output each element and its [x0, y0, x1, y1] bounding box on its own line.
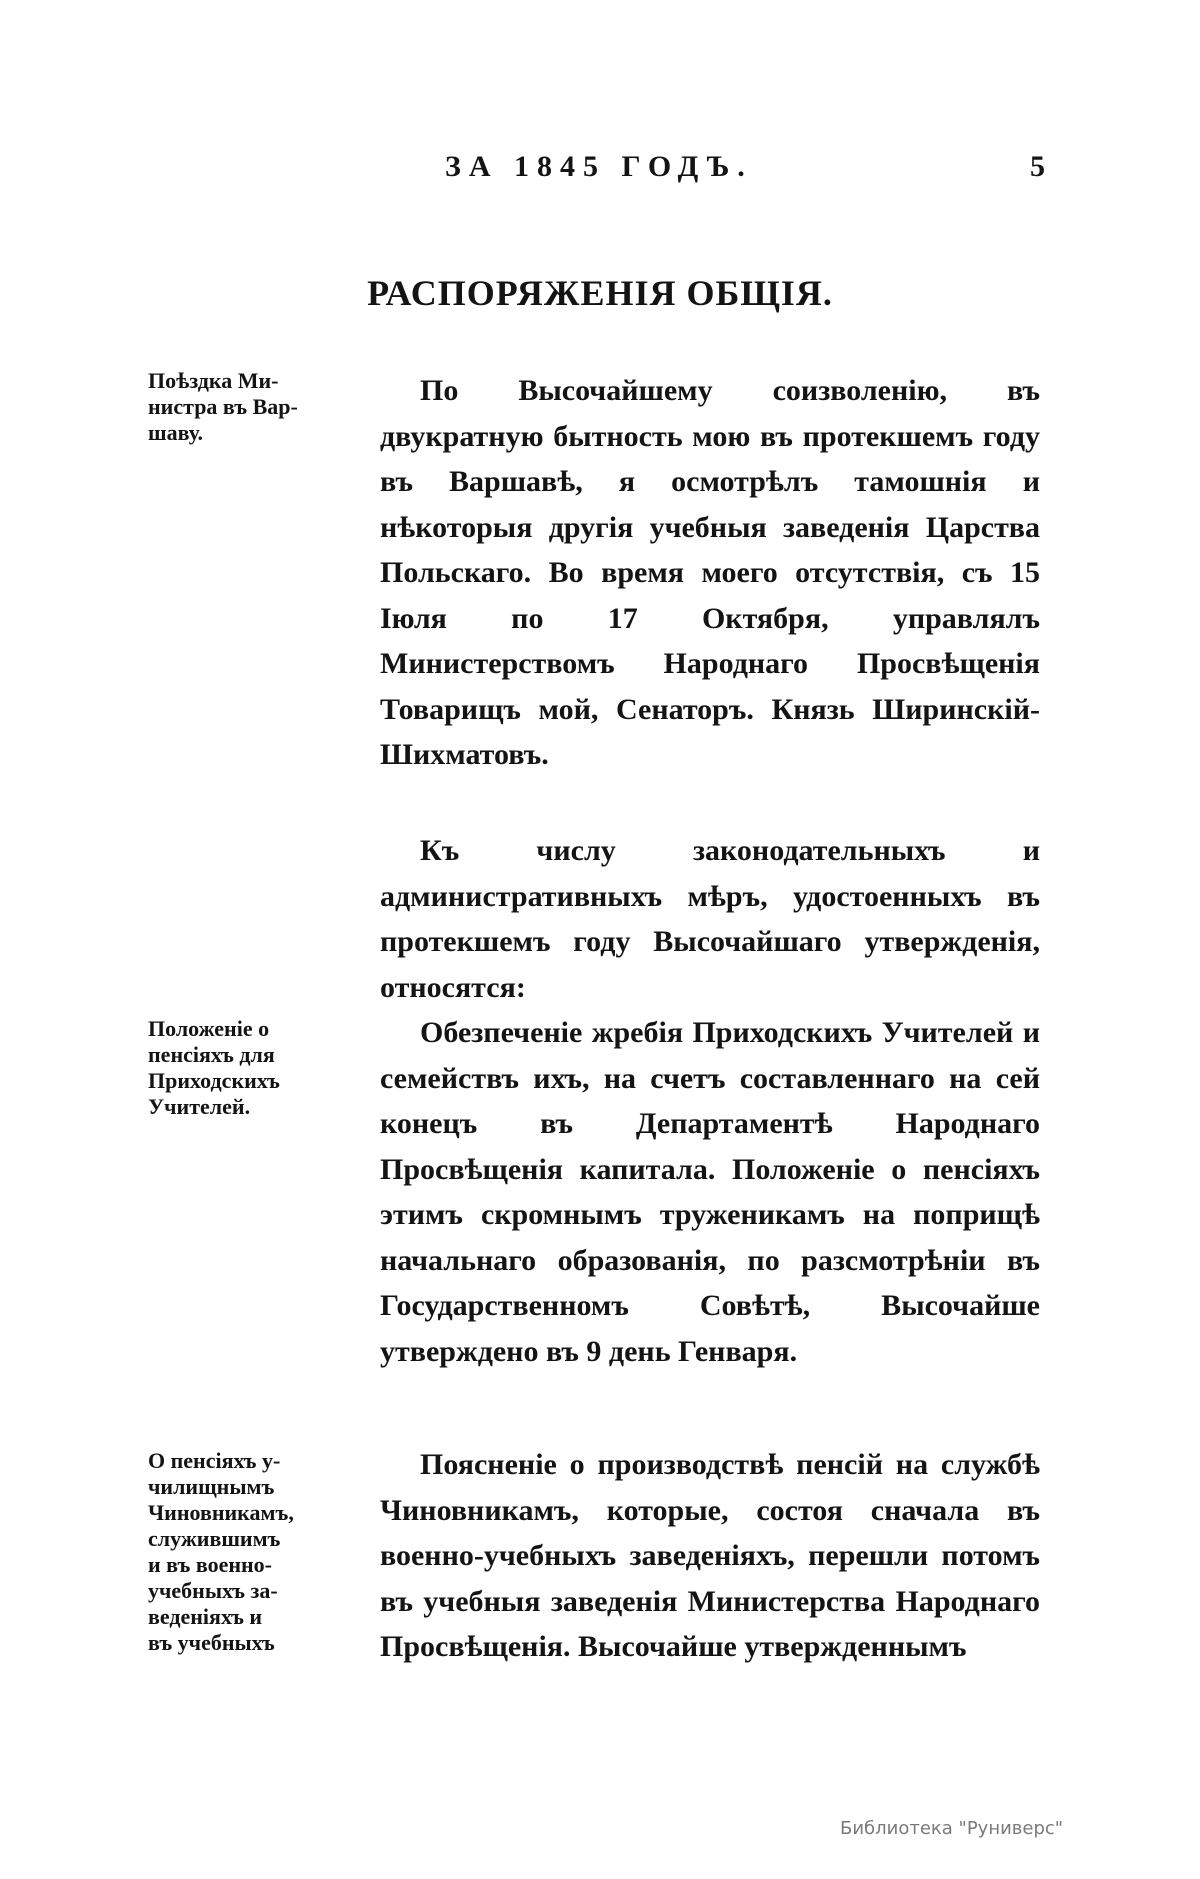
body-paragraph: Обезпеченіе жребія Приходскихъ Учителей и семействъ ихъ, на счетъ составленнаго на сей конецъ въ Департаментѣ Народнаго Просвѣщенія капитала. Положеніе о пенсіяхъ этимъ скромнымъ труженикамъ на поприщѣ начальнаго образованія, по разсмотрѣніи въ Государственномъ Совѣтѣ, Высочайше утверждено въ 9 день Генваря.: [380, 1016, 1040, 1368]
page-header: [0, 150, 1200, 190]
margin-note: Положеніе о пенсіяхъ для Приходскихъ Учителей.: [148, 1016, 280, 1119]
running-head: ЗА 1845 ГОДЪ.: [445, 150, 753, 183]
library-watermark: Библиотека "Руниверс": [840, 1818, 1064, 1839]
section-title: РАСПОРЯЖЕНІЯ ОБЩІЯ.: [367, 273, 833, 313]
page-number: 5: [1030, 150, 1045, 183]
body-paragraph: По Высочайшему соизволенію, въ двукратную бытность мою въ протекшемъ году въ Варшавѣ, я осмотрѣлъ тамошнія и нѣкоторыя другія учебныя заведенія Царства Польскаго. Во время моего отсутствія, съ 15 Іюля по 17 Октября, управлялъ Министерствомъ Народнаго Просвѣщенія Товарищъ мой, Сенаторъ. Князь Ширинскій-Шихматовъ.: [380, 374, 1040, 771]
body-paragraph: Поясненіе о производствѣ пенсій на службѣ Чиновникамъ, которые, состоя сначала въ военно-учебныхъ заведеніяхъ, перешли потомъ въ учебныя заведенія Министерства Народнаго Просвѣщенія. Высочайше утвержденнымъ: [380, 1448, 1040, 1663]
body-paragraph: Къ числу законодательныхъ и административныхъ мѣръ, удостоенныхъ въ протекшемъ году Высочайшаго утвержденія, относятся:: [380, 834, 1040, 1004]
margin-note: Поѣздка Ми- нистра въ Вар- шаву.: [148, 368, 298, 445]
margin-note: О пенсіяхъ у- чилищнымъ Чиновникамъ, служившимъ и въ военно- учебныхъ за- веденіяхъ и въ учебныхъ: [148, 1448, 294, 1655]
